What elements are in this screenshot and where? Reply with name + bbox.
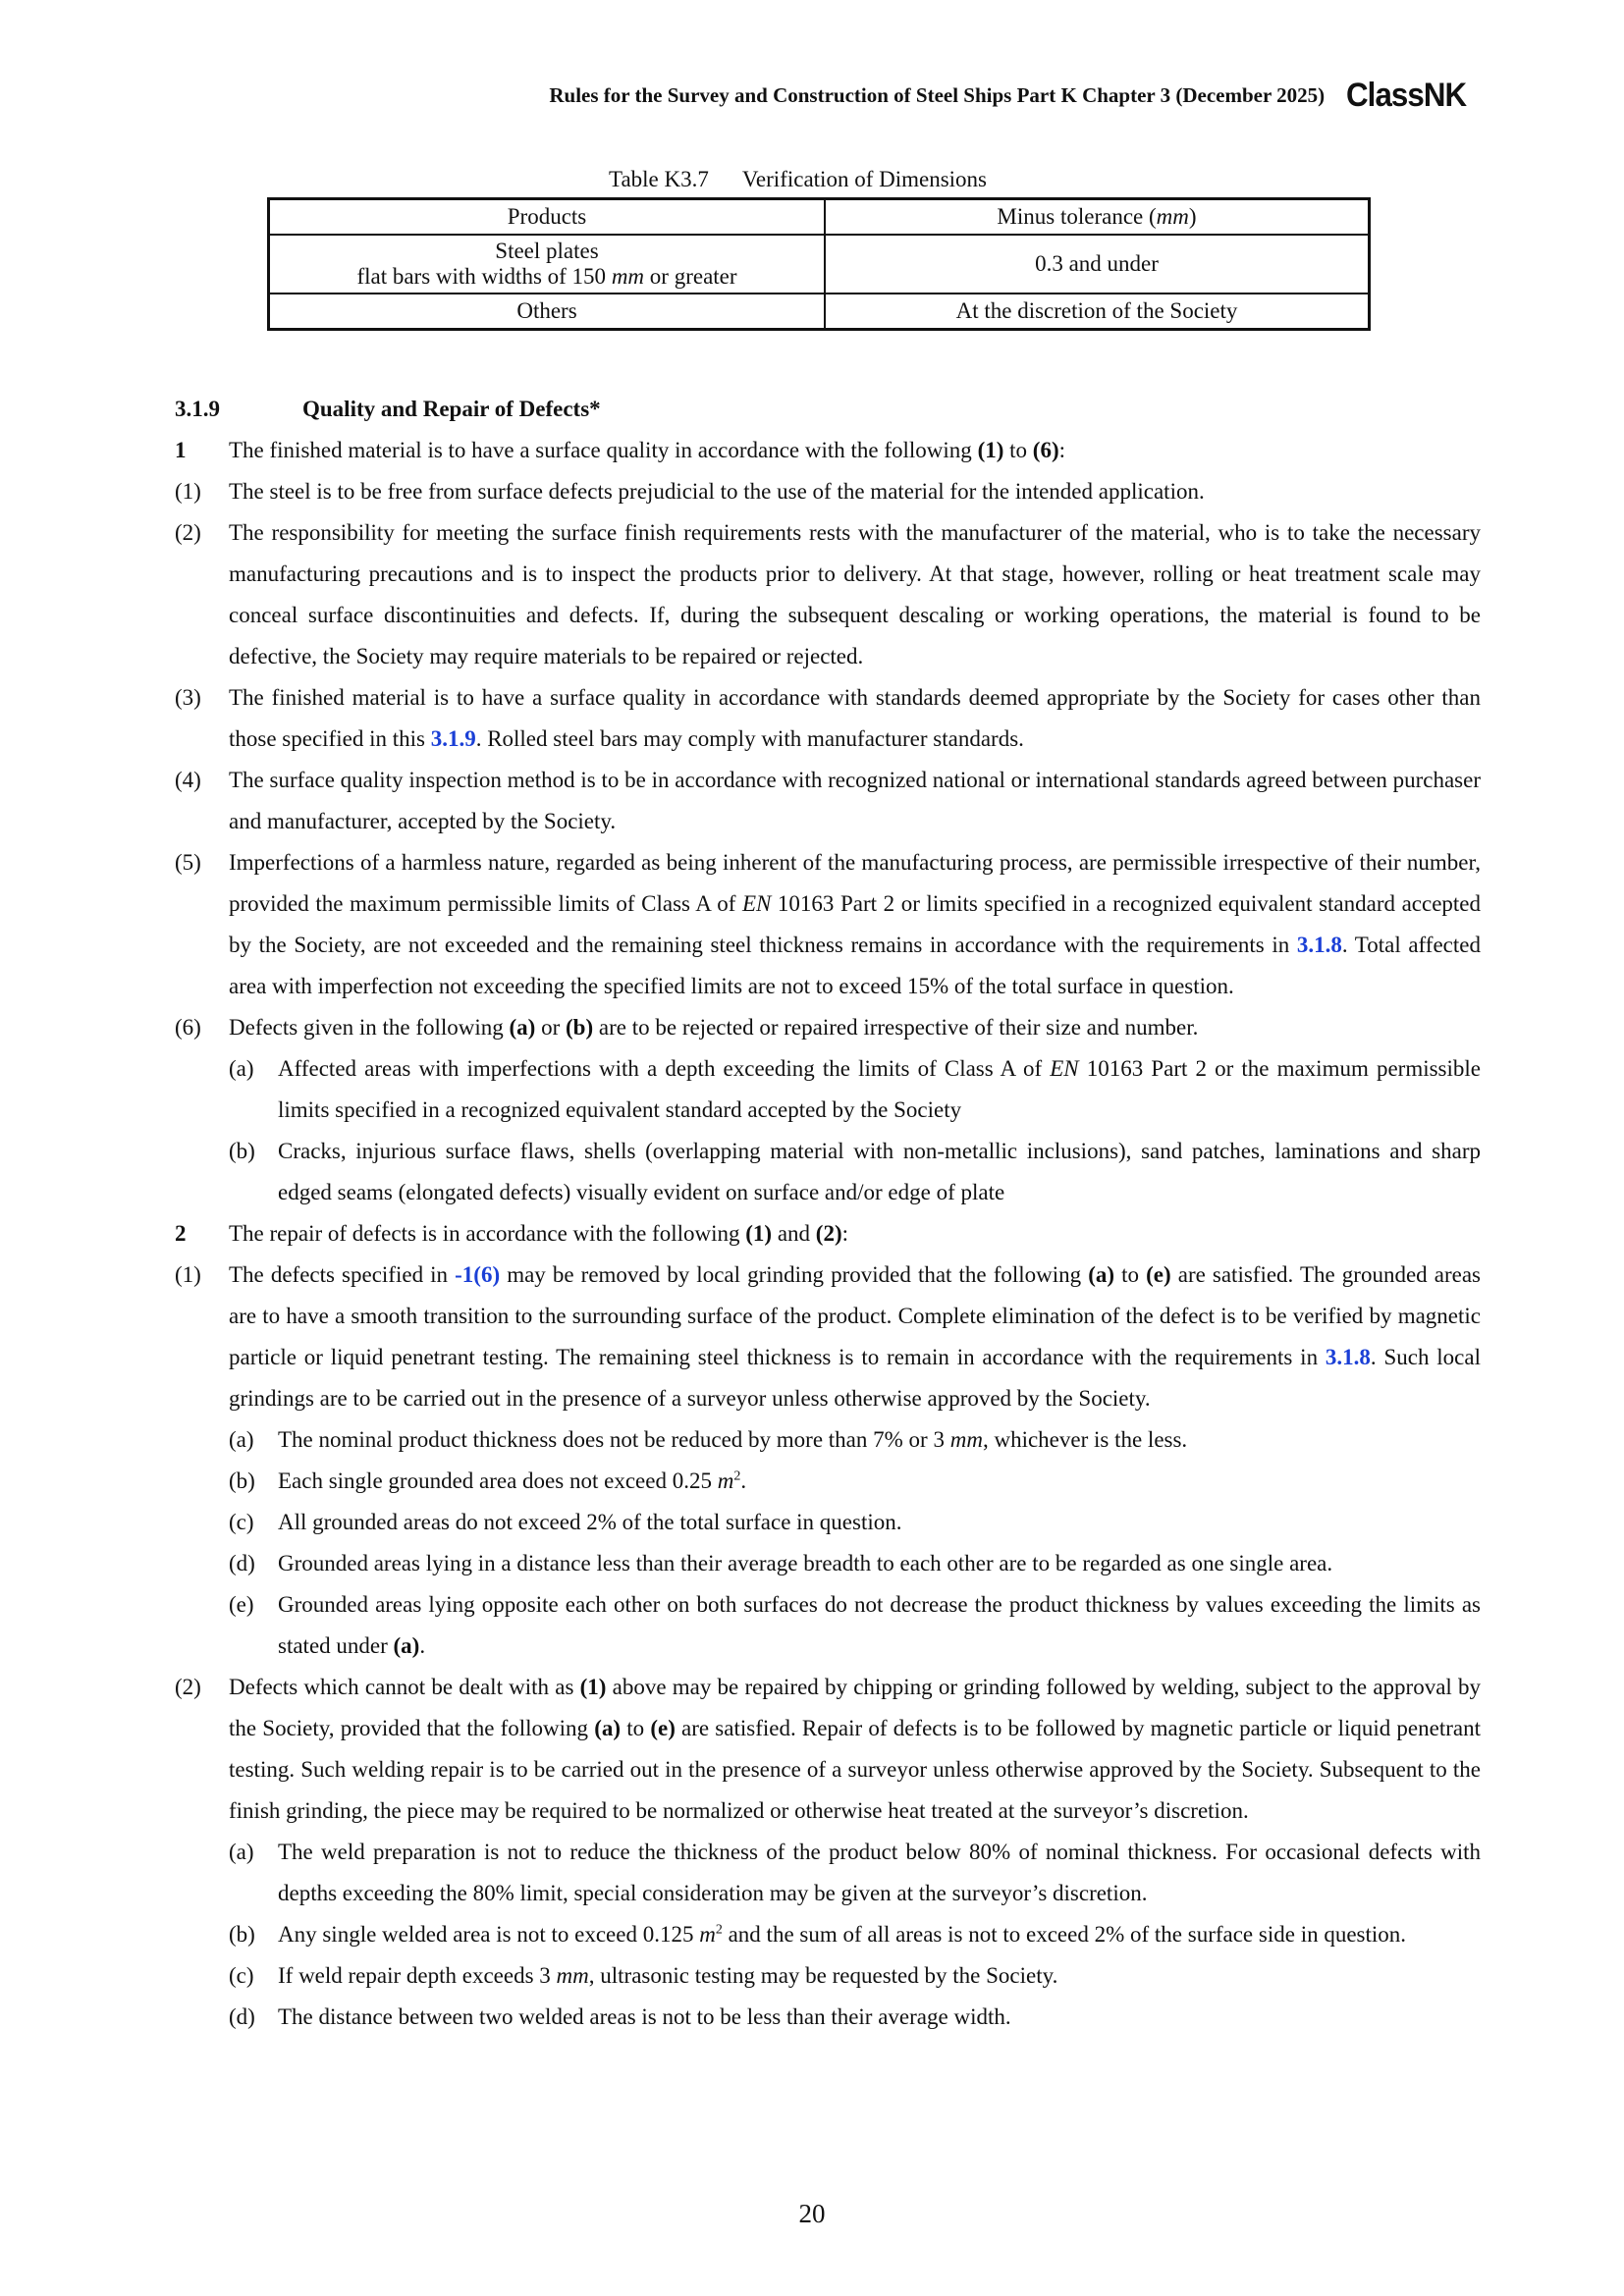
- paragraph-2-item-2-a: (a) The weld preparation is not to reduce the thickness of the product below 80% of nominal thickness. For occasional defects with depths exceeding the 80% limit, special consideration may be given at the surveyor’s discretion.: [229, 1840, 1481, 1905]
- link-3-1-8[interactable]: 3.1.8: [1325, 1345, 1371, 1369]
- page-number: 20: [798, 2199, 826, 2228]
- paragraph-1-item-3: (3) The finished material is to have a surface quality in accordance with standards deemed appropriate by the Society for cases other than those specified in this 3.1.9. Rolled steel bars may comply with manufacturer standards.: [175, 685, 1481, 751]
- table-caption: [609, 167, 987, 192]
- paragraph-1-item-4: (4) The surface quality inspection method is to be in accordance with recognized national or international standards agreed between purchaser and manufacturer, accepted by the Society.: [175, 768, 1481, 833]
- table-caption-title: Verification of Dimensions: [741, 167, 987, 191]
- section-heading: [175, 389, 1481, 430]
- table-caption-id: Table K3.7: [609, 167, 709, 191]
- paragraph-1-item-6-b: (b) Cracks, injurious surface flaws, shells (overlapping material with non-metallic inclusions), sand patches, laminations and sharp edged seams (elongated defects) visually evident on surface and/or edge of plate: [229, 1139, 1481, 1204]
- paragraph-1-item-6: (6) Defects given in the following (a) or (b) are to be rejected or repaired irrespective of their size and number.: [175, 1015, 1199, 1040]
- paragraph-2-item-1-d: (d) Grounded areas lying in a distance less than their average breadth to each other are to be regarded as one single area.: [229, 1551, 1333, 1575]
- paragraph-2-item-1: (1) The defects specified in -1(6) may be removed by local grinding provided that the following (a) to (e) are satisfied. The grounded areas are to have a smooth transition to the surrounding surface of the product. Complete elimination of the defect is to be verified by magnetic particle or liquid penetrant testing. The remaining steel thickness is to remain in accordance with the requirements in 3.1.8. Such local grindings are to be carried out in the presence of a surveyor unless otherwise approved by the Society.: [175, 1262, 1481, 1411]
- paragraph-2-item-2-c: (c) If weld repair depth exceeds 3 mm, ultrasonic testing may be requested by the Society.: [229, 1963, 1058, 1988]
- table-row: [269, 294, 1370, 330]
- table-row: [269, 235, 1370, 294]
- paragraph-1-item-1: (1) The steel is to be free from surface defects prejudicial to the use of the material for the intended application.: [175, 479, 1205, 504]
- paragraph-1: 1 The finished material is to have a surface quality in accordance with the following (1) to (6):: [175, 438, 1065, 462]
- link-3-1-9[interactable]: 3.1.9: [430, 726, 476, 751]
- paragraph-2-item-2: (2) Defects which cannot be dealt with as (1) above may be repaired by chipping or grinding followed by welding, subject to the approval by the Society, provided that the following (a) to (e) are satisfied. Repair of defects is to be followed by magnetic particle or liquid penetrant testing. Such welding repair is to be carried out in the presence of a surveyor unless otherwise approved by the Society. Subsequent to the finish grinding, the piece may be required to be normalized or otherwise heat treated at the surveyor’s discretion.: [175, 1675, 1481, 1823]
- table-cell-discretion: At the discretion of the Society: [825, 294, 1370, 330]
- document-body: [175, 389, 1481, 2038]
- table-header-row: [269, 199, 1370, 236]
- paragraph-1-item-2: (2) The responsibility for meeting the surface finish requirements rests with the manufacturer of the material, who is to take the necessary manufacturing precautions and is to inspect the products prior to delivery. At that stage, however, rolling or heat treatment scale may conceal surface discontinuities and defects. If, during the subsequent descaling or working operations, the material is found to be defective, the Society may require materials to be repaired or rejected.: [175, 520, 1481, 668]
- table-cell-others: Others: [269, 294, 826, 330]
- verification-of-dimensions-table: [267, 197, 1371, 331]
- paragraph-1-item-5: (5) Imperfections of a harmless nature, regarded as being inherent of the manufacturing process, are permissible irrespective of their number, provided the maximum permissible limits of Class A of EN 10163 Part 2 or limits specified in a recognized equivalent standard accepted by the Society, are not exceeded and the remaining steel thickness remains in accordance with the requirements in 3.1.8. Total affected area with imperfection not exceeding the specified limits are not to exceed 15% of the total surface in question.: [175, 850, 1481, 998]
- paragraph-2-item-1-e: (e) Grounded areas lying opposite each other on both surfaces do not decrease the product thickness by values exceeding the limits as stated under (a).: [229, 1592, 1481, 1658]
- link-3-1-8[interactable]: 3.1.8: [1296, 933, 1342, 957]
- col-header-products: Products: [269, 199, 826, 236]
- section-number: 3.1.9: [175, 397, 220, 421]
- paragraph-2-item-2-b: (b) Any single welded area is not to exceed 0.125 $m^2$ and the sum of all areas is not to exceed 2% of the surface side in question.: [229, 1922, 1407, 1947]
- paragraph-2-item-1-b: (b) Each single grounded area does not exceed 0.25 $m^2$.: [229, 1468, 747, 1493]
- paragraph-2-item-1-a: (a) The nominal product thickness does not be reduced by more than 7% or 3 mm, whichever is the less.: [229, 1427, 1188, 1452]
- table-cell-tolerance-value: 0.3 and under: [825, 235, 1370, 294]
- section-title: Quality and Repair of Defects*: [302, 397, 601, 421]
- page-header: [549, 77, 1477, 115]
- col-header-minus-tolerance: Minus tolerance (mm): [825, 199, 1370, 236]
- paragraph-2: 2 The repair of defects is in accordance with the following (1) and (2):: [175, 1221, 849, 1246]
- paragraph-2-item-2-d: (d) The distance between two welded areas is not to be less than their average width.: [229, 2004, 1011, 2029]
- classnk-logo: ClassNK: [1346, 77, 1467, 114]
- paragraph-1-item-6-a: (a) Affected areas with imperfections with a depth exceeding the limits of Class A of EN 10163 Part 2 or the maximum permissible limits specified in a recognized equivalent standard accepted by the Society: [229, 1056, 1481, 1122]
- link-1-6[interactable]: -1(6): [455, 1262, 501, 1287]
- table-cell-steel-plates: Steel plates flat bars with widths of 150 mm or greater: [269, 235, 826, 294]
- header-title: Rules for the Survey and Construction of Steel Ships Part K Chapter 3 (December 2025): [549, 83, 1326, 107]
- paragraph-2-item-1-c: (c) All grounded areas do not exceed 2% of the total surface in question.: [229, 1510, 902, 1534]
